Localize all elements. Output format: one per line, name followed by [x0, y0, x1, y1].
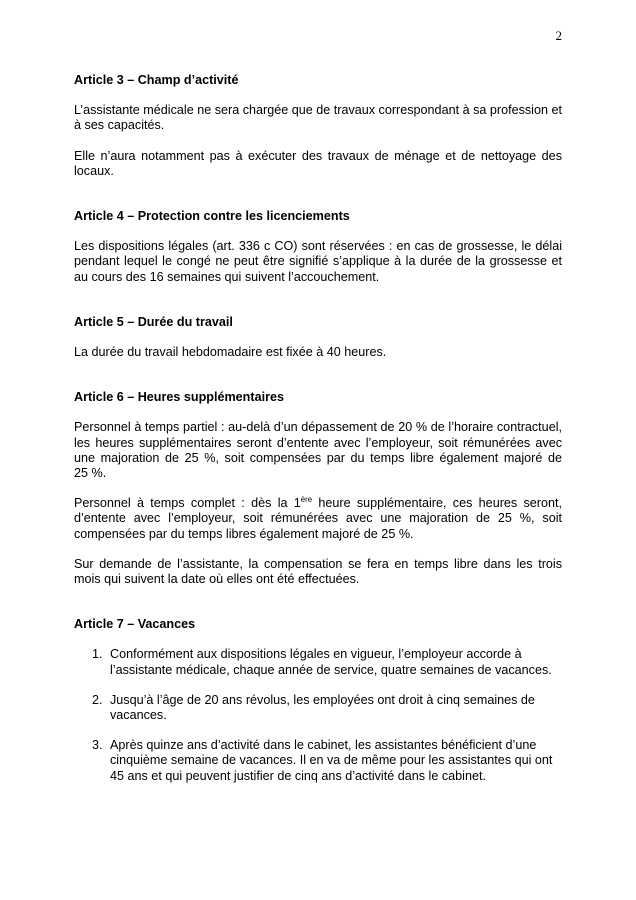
- list-item-1-text: Conformément aux dispositions légales en vigueur, l’employeur accorde à l’assistante médicale, chaque année de service, quatre semaines de vacances.: [110, 647, 552, 677]
- list-item-2: [92, 693, 558, 723]
- article-6-paragraph-3: Sur demande de l’assistante, la compensation se fera en temps libre dans les trois mois qui suivent la date où elles ont été effectuées.: [74, 556, 562, 587]
- article-6-paragraph-1: Personnel à temps partiel : au-delà d’un dépassement de 20 % de l’horaire contractuel, les heures supplémentaires seront d’entente avec l’employeur, soit rémunérées avec une majoration de 25 %, soit compensées par du temps libre également majoré de 25 %.: [74, 420, 562, 481]
- article-7-title: Article 7 – Vacances: [74, 617, 196, 632]
- page-number: 2: [555, 28, 562, 43]
- article-5-paragraph-1: La durée du travail hebdomadaire est fixée à 40 heures.: [74, 345, 387, 360]
- article-5-title: Article 5 – Durée du travail: [74, 314, 233, 329]
- article-3-title: Article 3 – Champ d’activité: [74, 73, 239, 87]
- paragraph-text-prefix: Personnel à temps complet : dès la 1: [74, 496, 301, 511]
- article-6-title: Article 6 – Heures supplémentaires: [74, 390, 284, 405]
- list-item-3-text: Après quinze ans d’activité dans le cabinet, les assistantes bénéficient d’une cinquième semaine de vacances. Il en va de même pour les assistantes qui ont 45 ans et qui peuvent justifier de cinq ans d’activité dans le cabinet.: [110, 738, 553, 783]
- article-6-paragraph-2: [74, 496, 562, 542]
- paragraph-text-suffix: heure supplémentaire, ces heures seront, d’entente avec l’employeur, soit rémunérées avec une majoration de 25 %, soit compensées par du temps libres également majoré de 25 %.: [74, 496, 562, 541]
- article-5-section: [74, 315, 562, 360]
- list-item-2-text: Jusqu’à l’âge de 20 ans révolus, les employées ont droit à cinq semaines de vacances.: [110, 692, 535, 723]
- article-3-paragraph-1: L’assistante médicale ne sera chargée que de travaux correspondant à sa profession et à ses capacités.: [74, 103, 562, 133]
- list-item-1-number: 1.: [92, 647, 103, 662]
- article-4-paragraph-1: Les dispositions légales (art. 336 c CO) sont réservées : en cas de grossesse, le délai pendant lequel le congé ne peut être signifié s’applique à la durée de la grossesse et au cours des 16 semaines qui suivent l’accouchement.: [74, 239, 562, 284]
- article-3-section: [74, 73, 562, 179]
- article-3-paragraph-2: Elle n’aura notamment pas à exécuter des travaux de ménage et de nettoyage des locaux.: [74, 148, 562, 178]
- list-item-1: [92, 647, 558, 677]
- article-4-section: [74, 209, 562, 285]
- article-6-section: [74, 390, 562, 587]
- list-item-2-number: 2.: [92, 692, 103, 707]
- article-7-section: [74, 617, 562, 784]
- vacation-list: [74, 647, 562, 783]
- list-item-3-number: 3.: [92, 738, 103, 753]
- superscript-ordinal: ère: [300, 495, 313, 505]
- article-4-title: Article 4 – Protection contre les licenciements: [74, 209, 350, 224]
- list-item-3: [92, 738, 558, 784]
